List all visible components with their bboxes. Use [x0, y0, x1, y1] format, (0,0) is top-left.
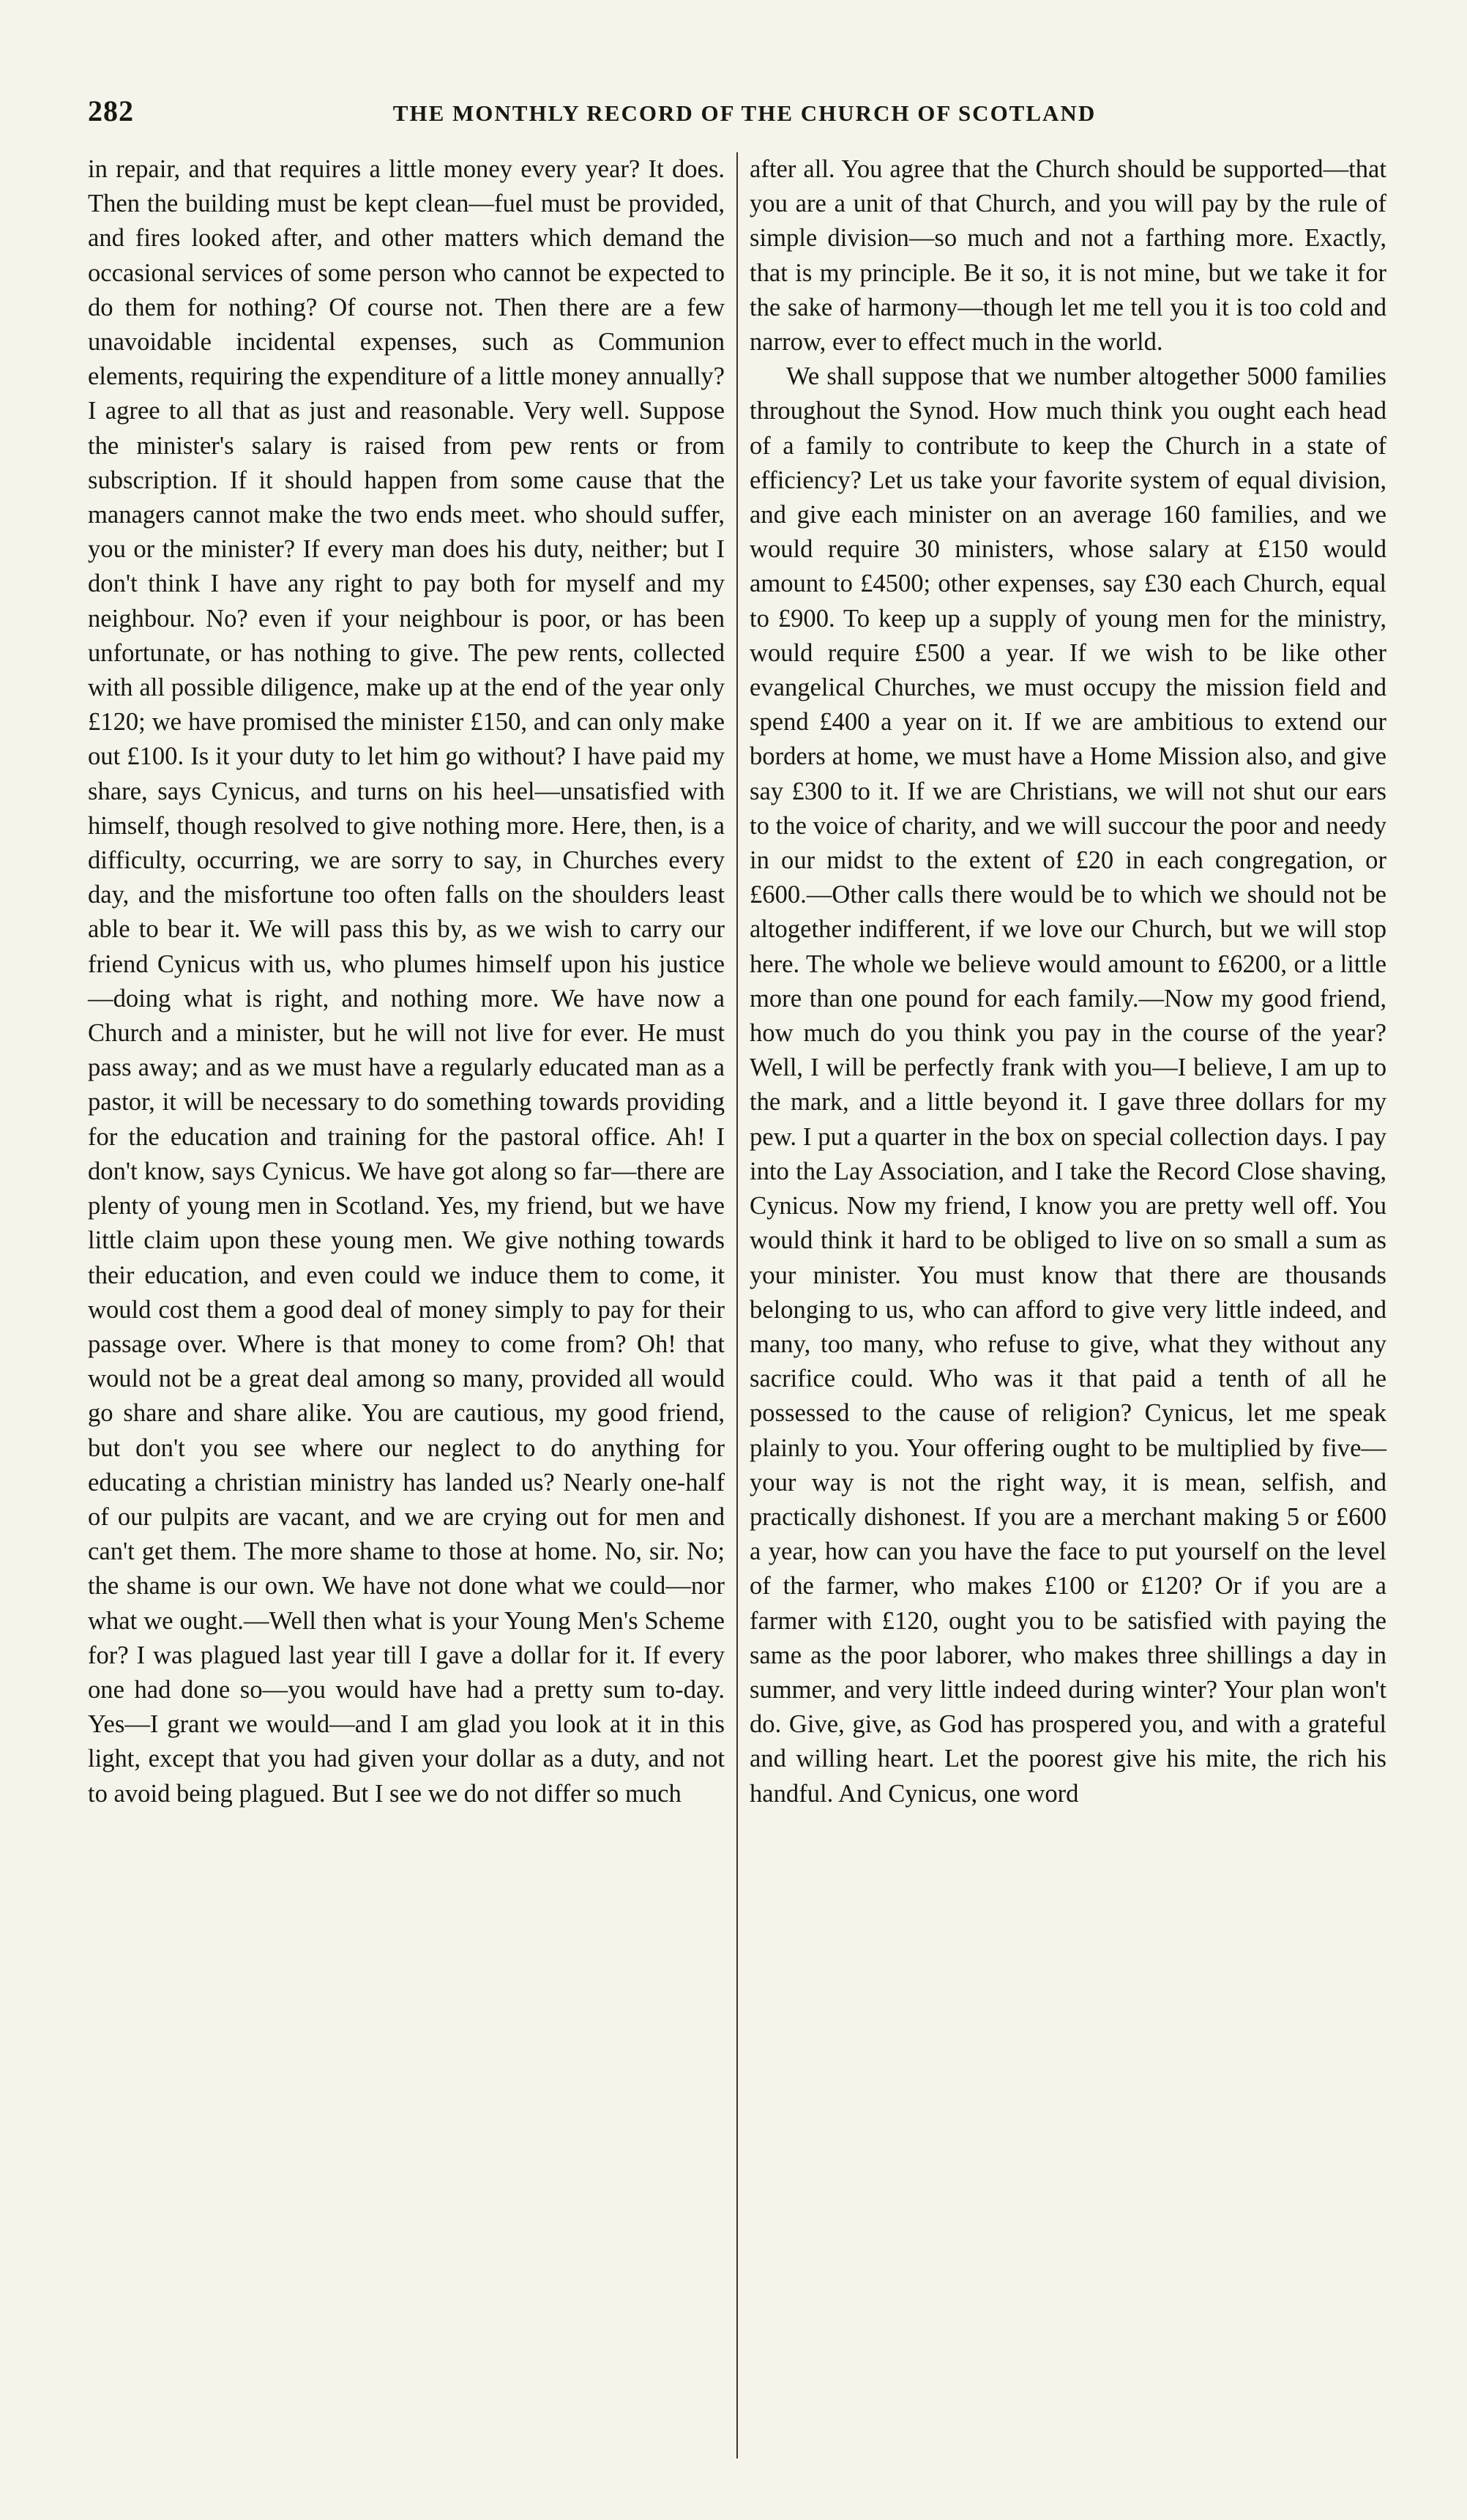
page-number: 282 — [88, 94, 134, 127]
text-columns — [88, 152, 1386, 2466]
running-title: THE MONTHLY RECORD OF THE CHURCH OF SCOTLAND — [392, 100, 1097, 126]
right-column — [750, 152, 1386, 2466]
left-paragraph-1: in repair, and that requires a little money every year? It does. Then the building must be kept clean—fuel must be provided, and fires looked after, and other matters which demand the occasional services of some person who cannot be expected to do them for nothing? Of course not. Then there are a few unavoidable incidental expenses, such as Communion elements, requiring the expenditure of a little money annually? I agree to all that as just and reasonable. Very well. Suppose the minister's salary is raised from pew rents or from subscription. If it should happen from some cause that the managers cannot make the two ends meet. who should suffer, you or the minister? If every man does his duty, neither; but I don't think I have any right to pay both for myself and my neighbour. No? even if your neighbour is poor, or has been unfortunate, or has nothing to give. The pew rents, collected with all possible diligence, make up at the end of the year only £120; we have promised the minister £150, and can only make out £100. Is it your duty to let him go without? I have paid my share, says Cynicus, and turns on his heel—unsatisfied with himself, though resolved to give nothing more. Here, then, is a difficulty, occurring, we are sorry to say, in Churches every day, and the misfortune too often falls on the shoulders least able to bear it. We will pass this by, as we wish to carry our friend Cynicus with us, who plumes himself upon his justice—doing what is right, and nothing more. We have now a Church and a minister, but he will not live for ever. He must pass away; and as we must have a regularly educated man as a pastor, it will be necessary to do something towards providing for the education and training for the pastoral office. Ah! I don't know, says Cynicus. We have got along so far—there are plenty of young men in Scotland. Yes, my friend, but we have little claim upon these young men. We give nothing towards their education, and even could we induce them to come, it would cost them a good deal of money simply to pay for their passage over. Where is that money to come from? Oh! that would not be a great deal among so many, provided all would go share and share alike. You are cautious, my good friend, but don't you see where our neglect to do anything for educating a christian ministry has landed us? Nearly one-half of our pulpits are vacant, and we are crying out for men and can't get them. The more shame to those at home. No, sir. No; the shame is our own. We have not done what we could—nor what we ought.—Well then what is your Young Men's Scheme for? I was plagued last year till I gave a dollar for it. If every one had done so—you would have had a pretty sum to-day. Yes—I grant we would—and I am glad you look at it in this light, except that you had given your dollar as a duty, and not to avoid being plagued. But I see we do not differ so much — [88, 155, 725, 1808]
page-header — [88, 94, 1386, 138]
left-column — [88, 152, 725, 2466]
right-paragraph-1: after all. You agree that the Church should be supported—that you are a unit of that Church, and you will pay by the rule of simple division—so much and not a farthing more. Exactly, that is my principle. Be it so, it is not mine, but we take it for the sake of harmony—though let me tell you it is too cold and narrow, ever to effect much in the world. — [750, 155, 1386, 357]
column-divider — [736, 152, 738, 2459]
right-paragraph-2: We shall suppose that we number altogether 5000 families throughout the Synod. How much think you ought each head of a family to contribute to keep the Church in a state of efficiency? Let us take your favorite system of equal division, and give each minister on an average 160 families, and we would require 30 ministers, whose salary at £150 would amount to £4500; other expenses, say £30 each Church, equal to £900. To keep up a supply of young men for the ministry, would require £500 a year. If we wish to be like other evangelical Churches, we must occupy the mission field and spend £400 a year on it. If we are ambitious to extend our borders at home, we must have a Home Mission also, and give say £300 to it. If we are Christians, we will not shut our ears to the voice of charity, and we will succour the poor and needy in our midst to the extent of £20 in each congregation, or £600.—Other calls there would be to which we should not be altogether indifferent, if we love our Church, but we will stop here. The whole we believe would amount to £6200, or a little more than one pound for each family.—Now my good friend, how much do you think you pay in the course of the year? Well, I will be perfectly frank with you—I believe, I am up to the mark, and a little beyond it. I gave three dollars for my pew. I put a quarter in the box on special collection days. I pay into the Lay Association, and I take the Record Close shaving, Cynicus. Now my friend, I know you are pretty well off. You would think it hard to be obliged to live on so small a sum as your minister. You must know that there are thousands belonging to us, who can afford to give very little indeed, and many, too many, who refuse to give, what they without any sacrifice could. Who was it that paid a tenth of all he possessed to the cause of religion? Cynicus, let me speak plainly to you. Your offering ought to be multiplied by five—your way is not the right way, it is mean, selfish, and practically dishonest. If you are a merchant making 5 or £600 a year, how can you have the face to put yourself on the level of the farmer, who makes £100 or £120? Or if you are a farmer with £120, ought you to be satisfied with paying the same as the poor laborer, who makes three shillings a day in summer, and very little indeed during winter? Your plan won't do. Give, give, as God has prospered you, and with a grateful and willing heart. Let the poorest give his mite, the rich his handful. And Cynicus, one word — [750, 362, 1386, 1808]
